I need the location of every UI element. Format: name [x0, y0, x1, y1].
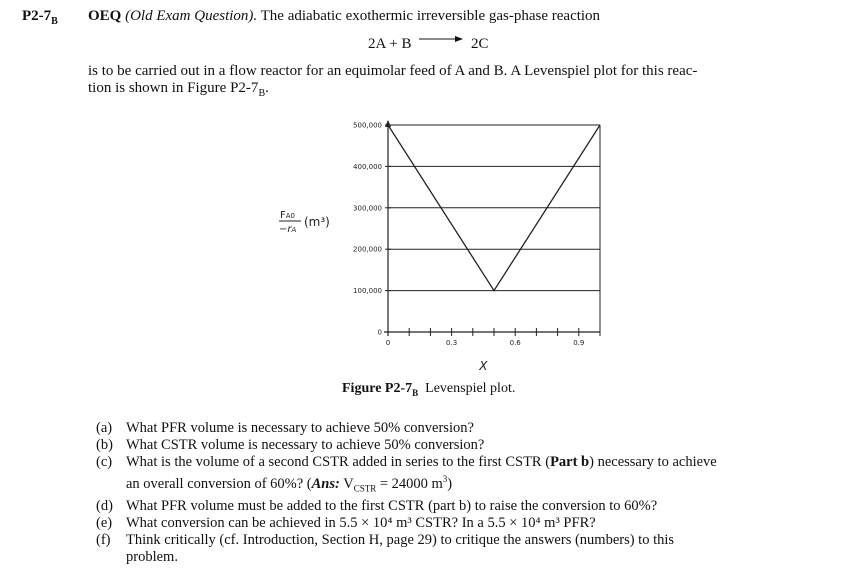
y-tick-label-1: 100,000	[353, 287, 382, 296]
question-e: (e) What conversion can be achieved in 5.5 × 10⁴ m³ CSTR? In a 5.5 × 10⁴ m³ PFR?	[96, 514, 596, 531]
y-axis-label-numerator: FA0	[280, 210, 296, 221]
problem-paragraph	[88, 63, 808, 102]
figure-caption: Figure $P2-7_B$ Levenspiel plot.	[342, 381, 516, 398]
reactants: 2A + B	[368, 36, 412, 52]
problem-tag-expansion: (Old Exam Question).	[125, 8, 258, 24]
question-f: (f) Think critically (cf. Introduction, Section H, page 29) to critique the answers (numbers) to this problem.	[96, 531, 675, 565]
y-tick-label-4: 400,000	[353, 162, 382, 171]
y-tick-label-5: 500,000	[353, 121, 382, 130]
question-b: (b) What CSTR volume is necessary to achieve 50% conversion?	[96, 437, 485, 453]
reaction-equation	[368, 36, 489, 53]
y-axis-label-units: (m³)	[304, 215, 330, 229]
reaction-arrow-icon	[419, 34, 463, 44]
question-a: (a) What PFR volume is necessary to achieve 50% conversion?	[96, 420, 474, 436]
products: 2C	[470, 36, 489, 52]
y-tick-label-0: 0	[377, 328, 382, 337]
levenspiel-plot	[270, 115, 630, 377]
y-axis-label-denominator: −rA	[279, 224, 297, 235]
x-tick-label-1: 0.3	[446, 339, 458, 347]
problem-title	[88, 8, 600, 25]
problem-statement: The adiabatic exothermic irreversible gas-phase reaction	[260, 8, 601, 24]
x-axis-label: X	[479, 359, 488, 373]
question-c: (c) What is the volume of a second CSTR added in series to the first CSTR (Part b) necessary to achieve an overall conversion of 60%? (Ans: $V_{CSTR} = 24000$ $m^3$)	[96, 454, 717, 494]
problem-number: $P2-7_B$	[22, 8, 58, 27]
paragraph-line-1: is to be carried out in a flow reactor for an equimolar feed of A and B. A Levenspiel plot for this reac-	[88, 63, 698, 79]
question-list	[96, 420, 816, 566]
paragraph-line-2: tion is shown in Figure $P2-7_B$.	[88, 80, 269, 99]
x-tick-label-2: 0.6	[509, 339, 521, 347]
y-tick-label-2: 200,000	[353, 245, 382, 254]
x-tick-label-0: 0	[385, 339, 391, 347]
question-d: (d) What PFR volume must be added to the first CSTR (part b) to raise the conversion to 60%?	[96, 497, 658, 514]
problem-tag: OEQ	[88, 8, 122, 24]
y-tick-label-3: 300,000	[353, 204, 382, 213]
x-tick-label-3: 0.9	[573, 339, 585, 347]
